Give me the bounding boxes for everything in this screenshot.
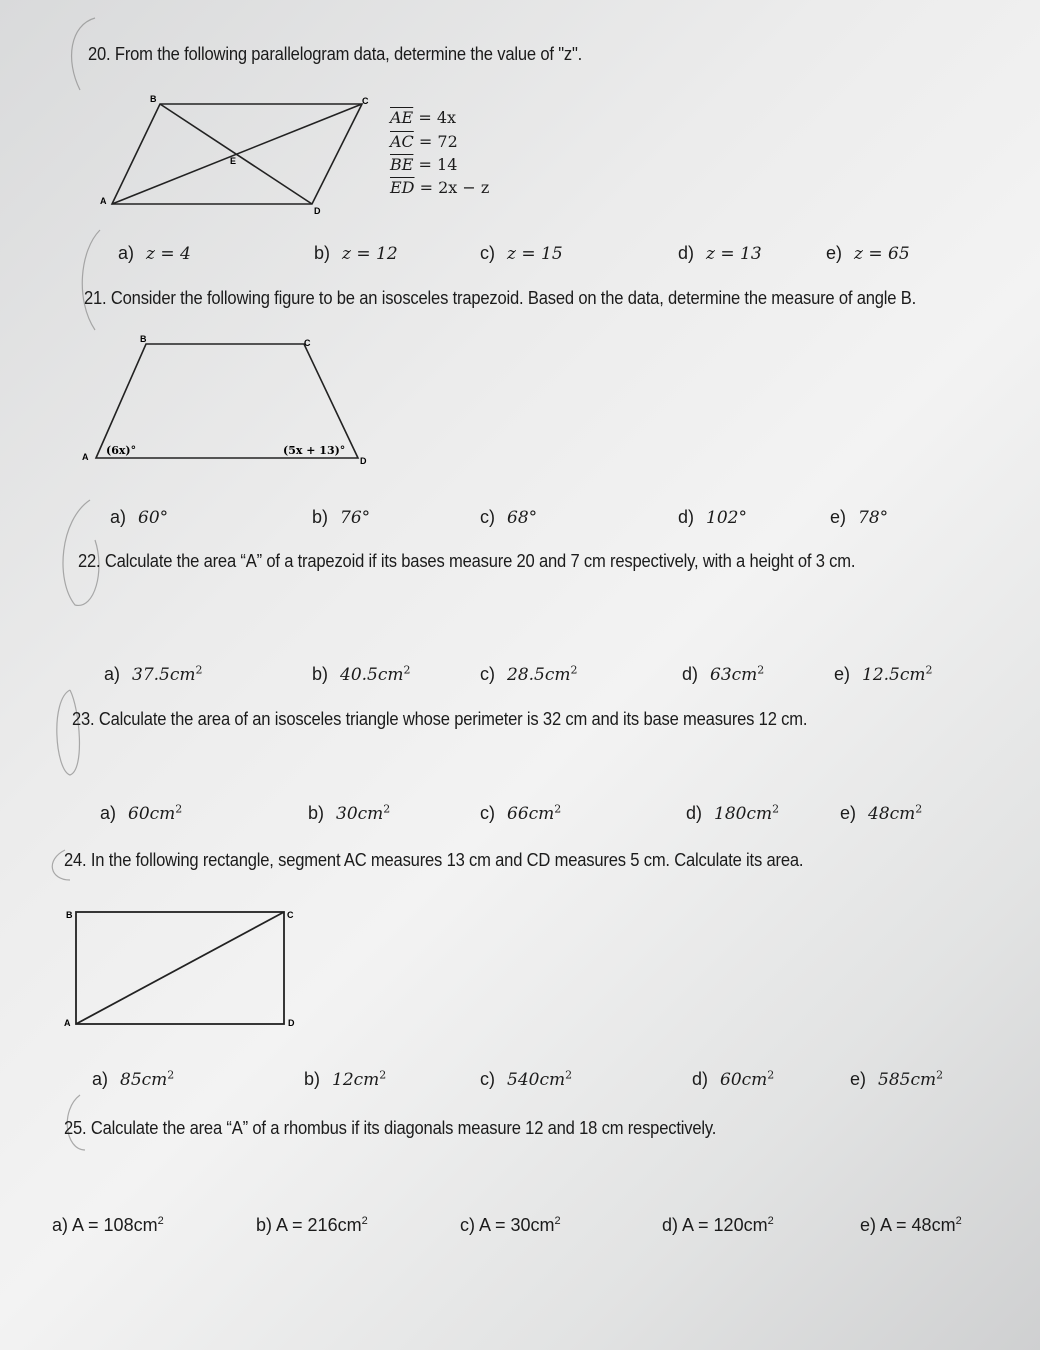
label-b: B <box>150 94 157 104</box>
question-23-text: 23. Calculate the area of an isosceles triangle whose perimeter is 32 cm and its base measures 12 cm. <box>72 709 808 729</box>
q25-option-e[interactable]: e) $A = 48cm^2$ <box>860 1215 962 1235</box>
given-ae: $\overline{AE} = 4x$ <box>390 108 457 127</box>
q21-option-d[interactable]: d) 102° <box>678 507 747 528</box>
q21-option-e[interactable]: e) 78° <box>830 507 889 528</box>
diagonal-bd <box>160 104 312 204</box>
parallelogram-figure <box>92 92 372 217</box>
question-22-text: 22. Calculate the area “A” of a trapezoid if its bases measure 20 and 7 cm respectively, with a height of 3 cm. <box>78 551 856 571</box>
rectangle-figure <box>58 900 308 1035</box>
q24-option-d[interactable]: d) $60cm^2$ <box>692 1068 775 1090</box>
label-c: C <box>362 96 369 106</box>
label-a: A <box>100 196 107 206</box>
q20-option-b[interactable]: b) z = 12 <box>314 243 398 264</box>
angle-a-label: (6x)° <box>106 444 137 457</box>
q20-option-e[interactable]: e) z = 65 <box>826 243 910 264</box>
given-ed: $\overline{ED} = 2x - z$ <box>390 178 490 197</box>
label-b: B <box>140 334 147 344</box>
given-ac: $\overline{AC} = 72$ <box>390 132 458 151</box>
label-c: C <box>287 910 294 920</box>
given-be: $\overline{BE} = 14$ <box>390 155 458 174</box>
label-b: B <box>66 910 73 920</box>
q23-option-a[interactable]: a) $60cm^2$ <box>100 802 183 824</box>
q23-option-d[interactable]: d) $180cm^2$ <box>686 802 780 824</box>
label-a: A <box>82 452 89 462</box>
q24-option-b[interactable]: b) $12cm^2$ <box>304 1068 387 1090</box>
trapezoid-figure <box>78 330 378 470</box>
q25-option-b[interactable]: b) $A = 216cm^2$ <box>256 1215 368 1235</box>
q20-option-a[interactable]: a) z = 4 <box>118 243 191 264</box>
q22-option-c[interactable]: c) $28.5cm^2$ <box>480 663 578 685</box>
q21-option-b[interactable]: b) 76° <box>312 507 371 528</box>
label-c: C <box>304 338 311 348</box>
label-d: D <box>314 206 321 216</box>
q22-option-e[interactable]: e) $12.5cm^2$ <box>834 663 933 685</box>
q20-option-d[interactable]: d) z = 13 <box>678 243 762 264</box>
q22-option-b[interactable]: b) $40.5cm^2$ <box>312 663 411 685</box>
q25-option-a[interactable]: a) $A = 108cm^2$ <box>52 1215 164 1235</box>
question-21-text: 21. Consider the following figure to be an isosceles trapezoid. Based on the data, determine the measure of angle B. <box>84 288 917 308</box>
q21-option-c[interactable]: c) 68° <box>480 507 538 528</box>
q21-option-a[interactable]: a) 60° <box>110 507 169 528</box>
q25-option-c[interactable]: c) $A = 30cm^2$ <box>460 1215 561 1235</box>
question-25-text: 25. Calculate the area “A” of a rhombus if its diagonals measure 12 and 18 cm respectively. <box>64 1118 717 1138</box>
label-d: D <box>360 456 367 466</box>
q24-option-a[interactable]: a) $85cm^2$ <box>92 1068 175 1090</box>
q20-option-c[interactable]: c) z = 15 <box>480 243 563 264</box>
q24-option-c[interactable]: c) $540cm^2$ <box>480 1068 573 1090</box>
q22-option-d[interactable]: d) $63cm^2$ <box>682 663 765 685</box>
q23-option-b[interactable]: b) $30cm^2$ <box>308 802 391 824</box>
label-e: E <box>230 156 237 166</box>
question-24-text: 24. In the following rectangle, segment AC measures 13 cm and CD measures 5 cm. Calculate its area. <box>64 850 804 870</box>
q24-option-e[interactable]: e) $585cm^2$ <box>850 1068 944 1090</box>
label-a: A <box>64 1018 71 1028</box>
diagonal-ac <box>76 912 284 1024</box>
q25-option-d[interactable]: d) $A = 120cm^2$ <box>662 1215 774 1235</box>
trapezoid-shape <box>96 344 358 458</box>
q23-option-e[interactable]: e) $48cm^2$ <box>840 802 923 824</box>
q22-option-a[interactable]: a) $37.5cm^2$ <box>104 663 203 685</box>
angle-d-label: (5x + 13)° <box>283 444 346 457</box>
q23-option-c[interactable]: c) $66cm^2$ <box>480 802 562 824</box>
label-d: D <box>288 1018 295 1028</box>
question-20-text: 20. From the following parallelogram data, determine the value of "z". <box>88 44 583 64</box>
